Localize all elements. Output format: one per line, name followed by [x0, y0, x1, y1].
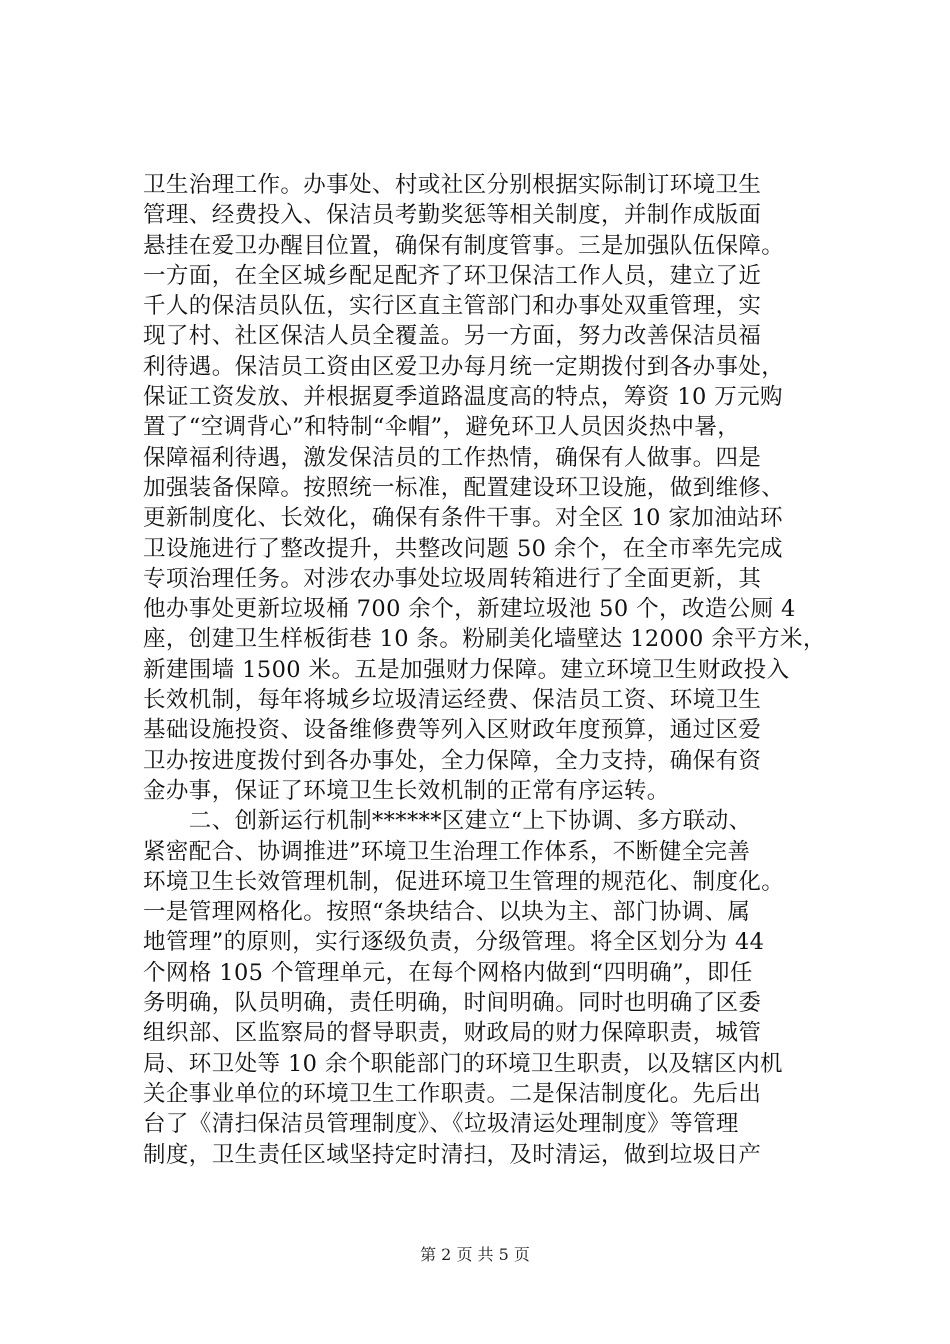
text-line: 保证工资发放、并根据夏季道路温度高的特点，筹资 10 万元购 [143, 384, 783, 411]
text-line: 紧密配合、协调推进”环境卫生治理工作体系，不断健全完善 [143, 838, 751, 865]
text-line: 置了“空调背心”和特制“伞帽”，避免环卫人员因炎热中暑， [143, 414, 741, 441]
text-line: 制度，卫生责任区域坚持定时清扫，及时清运，做到垃圾日产 [143, 1141, 762, 1168]
text-line: 更新制度化、长效化，确保有条件干事。对全区 10 家加油站环 [143, 505, 783, 532]
text-line: 千人的保洁员队伍，实行区直主管部门和办事处双重管理，实 [143, 293, 762, 320]
text-line: 卫办按进度拨付到各办事处，全力保障，全力支持，确保有资 [143, 747, 762, 774]
text-line: 悬挂在爱卫办醒目位置，确保有制度管事。三是加强队伍保障。 [143, 232, 785, 259]
text-line: 个网格 105 个管理单元，在每个网格内做到“四明确”，即任 [143, 959, 753, 986]
text-line: 长效机制，每年将城乡垃圾清运经费、保洁员工资、环境卫生 [143, 687, 762, 714]
text-line: 环境卫生长效管理机制，促进环境卫生管理的规范化、制度化。 [143, 868, 785, 895]
text-line: 一方面，在全区城乡配足配齐了环卫保洁工作人员，建立了近 [143, 262, 762, 289]
text-line: 务明确，队员明确，责任明确，时间明确。同时也明确了区委 [143, 990, 762, 1017]
text-line: 台了《清扫保洁员管理制度》、《垃圾清运处理制度》等管理 [143, 1111, 739, 1138]
text-line: 利待遇。保洁员工资由区爱卫办每月统一定期拨付到各办事处， [143, 353, 785, 380]
text-line: 组织部、区监察局的督导职责，财政局的财力保障职责，城管 [143, 1020, 762, 1047]
text-line: 卫设施进行了整改提升，共整改问题 50 余个，在全市率先完成 [143, 535, 783, 562]
text-line: 局、环卫处等 10 余个职能部门的环境卫生职责，以及辖区内机 [143, 1050, 783, 1077]
text-line: 新建围墙 1500 米。五是加强财力保障。建立环境卫生财政投入 [143, 656, 790, 683]
text-line: 管理、经费投入、保洁员考勤奖惩等相关制度，并制作成版面 [143, 202, 762, 229]
page-number-footer: 第 2 页 共 5 页 [420, 1245, 530, 1264]
text-line: 地管理”的原则，实行逐级负责，分级管理。将全区划分为 44 [143, 929, 765, 956]
text-line: 金办事，保证了环境卫生长效机制的正常有序运转。 [143, 777, 670, 804]
text-line: 基础设施投资、设备维修费等列入区财政年度预算，通过区爱 [143, 717, 762, 744]
document-body [143, 170, 826, 1170]
text-line: 卫生治理工作。办事处、村或社区分别根据实际制订环境卫生 [143, 172, 762, 198]
text-line: 保障福利待遇，激发保洁员的工作热情，确保有人做事。四是 [143, 444, 762, 471]
text-line: 关企事业单位的环境卫生工作职责。二是保洁制度化。先后出 [143, 1080, 762, 1107]
text-line: 专项治理任务。对涉农办事处垃圾周转箱进行了全面更新，其 [143, 565, 762, 592]
text-line: 一是管理网格化。按照“条块结合、以块为主、部门协调、属 [143, 899, 751, 926]
text-line: 座，创建卫生样板街巷 10 条。粉刷美化墙壁达 12000 余平方米， [143, 626, 826, 653]
section-heading-line: 二、创新运行机制******区建立“上下协调、多方联动、 [143, 808, 752, 835]
text-line: 他办事处更新垃圾桶 700 余个，新建垃圾池 50 个，改造公厕 4 [143, 596, 796, 623]
text-line: 加强装备保障。按照统一标准，配置建设环卫设施，做到维修、 [143, 474, 785, 501]
text-line: 现了村、社区保洁人员全覆盖。另一方面，努力改善保洁员福 [143, 323, 762, 350]
